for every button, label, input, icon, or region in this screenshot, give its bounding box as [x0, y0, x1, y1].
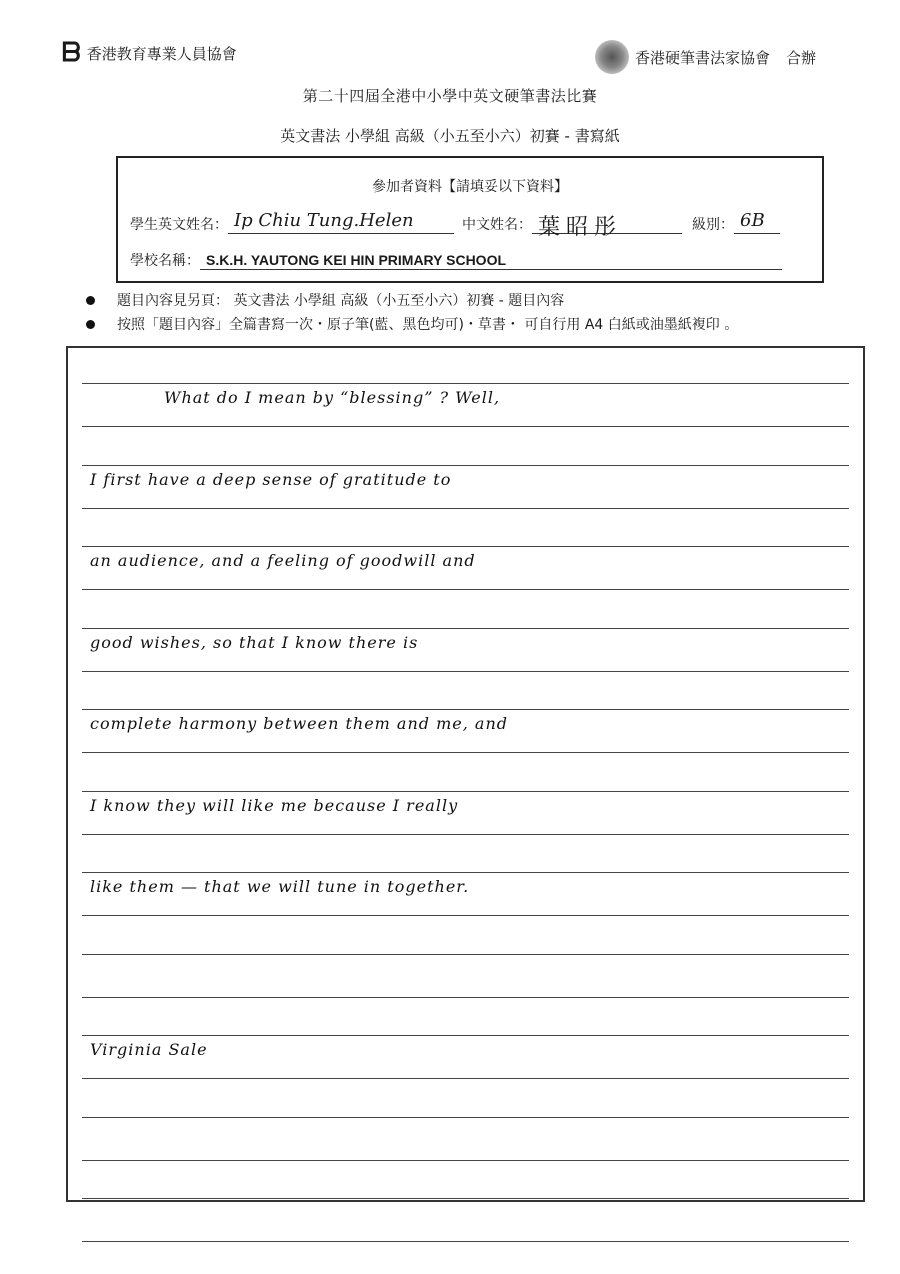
baseline-rule [82, 1160, 849, 1161]
baseline-rule [82, 508, 849, 509]
baseline-rule [82, 915, 849, 916]
school-row [130, 246, 782, 270]
handwritten-line: What do I mean by “blessing” ? Well, [164, 388, 501, 407]
baseline-rule [82, 671, 849, 672]
instruction-text: 題目內容見另頁： 英文書法 小學組 高級（小五至小六）初賽 - 題目內容 [117, 293, 565, 309]
handwritten-line: Virginia Sale [90, 1040, 208, 1059]
info-box-title: 參加者資料【請填妥以下資料】 [372, 179, 568, 195]
instruction-item [86, 312, 738, 336]
baseline-rule [82, 426, 849, 427]
guide-line [82, 383, 849, 384]
baseline-rule [82, 589, 849, 590]
baseline-rule [82, 1241, 849, 1242]
guide-line [82, 954, 849, 955]
organizer-right [595, 40, 816, 74]
organizer-left-name: 香港教育專業人員協會 [86, 44, 237, 63]
baseline-rule [82, 1078, 849, 1079]
guide-line [82, 1035, 849, 1036]
instruction-text: 按照「題目內容」全篇書寫一次・原子筆(藍、黑色均可)・草書・ 可自行用 A4 白紙或油墨紙複印 。 [117, 317, 739, 333]
instructions-list [86, 288, 738, 336]
school-label: 學校名稱： [130, 253, 200, 269]
school-field[interactable]: S.K.H. YAUTONG KEI HIN PRIMARY SCHOOL [200, 246, 782, 270]
guide-line [82, 872, 849, 873]
chinese-name-field[interactable]: 葉昭彤 [532, 210, 682, 234]
handwritten-line: good wishes, so that I know there is [90, 632, 419, 652]
baseline-rule [82, 752, 849, 753]
guide-line [82, 1117, 849, 1118]
handwritten-line: complete harmony between them and me, and [90, 714, 508, 733]
chinese-name-label: 中文姓名： [462, 217, 532, 233]
participant-info-box [116, 156, 824, 283]
guide-line [82, 1198, 849, 1199]
english-name-field[interactable]: Ip Chiu Tung.Helen [228, 210, 454, 234]
handwritten-line: an audience, and a feeling of goodwill and [90, 551, 476, 570]
guide-line [82, 628, 849, 629]
grade-label: 級別： [692, 217, 734, 233]
bullet-icon [86, 320, 95, 329]
baseline-rule [82, 834, 849, 835]
guide-line [82, 791, 849, 792]
english-name-label: 學生英文姓名： [130, 217, 228, 233]
association-logo: ᗷ [62, 38, 81, 68]
writing-sheet [66, 346, 865, 1202]
guide-line [82, 709, 849, 710]
handwritten-line: I first have a deep sense of gratitude to [90, 469, 452, 489]
bullet-icon [86, 296, 95, 305]
association-seal-icon [595, 40, 629, 74]
baseline-rule [82, 997, 849, 998]
guide-line [82, 546, 849, 547]
competition-subtitle: 英文書法 小學組 高級（小五至小六）初賽 - 書寫紙 [280, 127, 620, 145]
handwritten-line: I know they will like me because I really [90, 795, 459, 815]
co-organized-label: 合辦 [785, 48, 816, 67]
organizer-right-name: 香港硬筆書法家協會 [634, 48, 770, 67]
name-row [130, 210, 780, 240]
grade-field[interactable]: 6B [734, 210, 780, 234]
competition-title: 第二十四屆全港中小學中英文硬筆書法比賽 [302, 87, 598, 105]
organizer-left [62, 40, 237, 66]
guide-line [82, 465, 849, 466]
instruction-item [86, 288, 738, 312]
handwritten-line: like them — that we will tune in together. [90, 877, 470, 896]
